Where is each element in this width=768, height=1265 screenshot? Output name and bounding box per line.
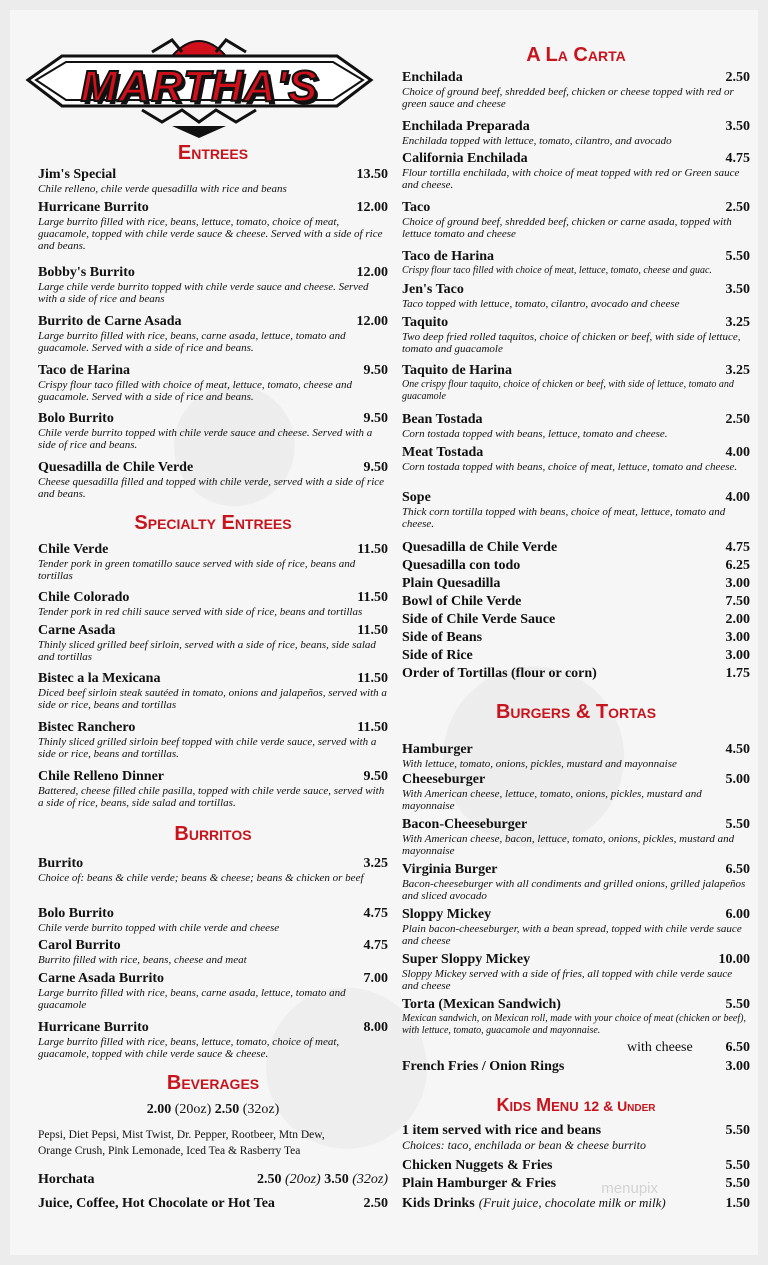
item-price: 3.50 [725,282,750,297]
fries-item [402,1059,750,1075]
item-desc: Thick corn tortilla topped with beans, choice of meat, lettuce, tomato and cheese. [402,506,726,530]
item-name: Sloppy Mickey [402,907,492,922]
soda-list: Pepsi, Diet Pepsi, Mist Twist, Dr. Pepper, Rootbeer, Mtn Dew, Orange Crush, Pink Lemonade, Iced Tea & Rasberry Tea [38,1129,325,1157]
specialty-item [38,720,388,760]
burger-item [402,772,750,812]
soda-small-size: (20oz) [174,1102,212,1117]
item-price: 6.50 [725,862,750,877]
item-desc: Thinly sliced grilled sirloin beef topped with chile verde sauce, served with a side or rice, beans and tortillas. [38,736,377,760]
item-desc: Thinly sliced grilled beef sirloin, served with a side of rice, beans, side salad and tortillas [38,639,376,663]
kids-item [402,1176,750,1192]
item-name: Meat Tostada [402,445,484,460]
item-price: 2.50 [725,412,750,427]
item-price: 5.50 [725,249,750,264]
alacarta-item [402,200,750,240]
item-desc: Chile verde burrito topped with chile verde sauce and cheese. Served with a side of rice and beans. [38,427,373,451]
item-desc: Choices: taco, enchilada or bean & cheese burrito [402,1138,646,1152]
item-name: Kids Drinks [402,1196,475,1211]
alacarta-item [402,119,750,147]
item-price: 11.50 [357,623,388,638]
item-price: 9.50 [363,769,388,784]
item-price: 4.75 [725,540,750,555]
item-name: Side of Beans [402,630,483,645]
item-price: 7.00 [363,971,388,986]
item-name: California Enchilada [402,151,528,166]
specialty-item [38,542,388,582]
item-name: Horchata [38,1172,95,1187]
entrees-heading: Entrees [177,142,249,164]
item-name: Plain Hamburger & Fries [402,1176,557,1191]
item-desc: Diced beef sirloin steak sautéed in tomato, onions and jalapeños, served with a side or rice, beans and tortillas [38,687,387,711]
item-name: Chile Verde [38,542,109,557]
item-desc: With American cheese, bacon, lettuce, tomato, onions, pickles, mustard and mayonnaise [402,833,735,857]
item-name: Juice, Coffee, Hot Chocolate or Hot Tea [38,1196,275,1211]
horchata-small-size: (20oz) [284,1172,321,1187]
item-desc: Enchilada topped with lettuce, tomato, cilantro, and avocado [402,135,672,147]
item-desc: Flour tortilla enchilada, with choice of meat topped with red or Green sauce and cheese. [402,167,740,191]
item-desc: Tender pork in red chili sauce served with side of rice, beans and tortillas [38,606,363,618]
item-name: Taquito [402,315,449,330]
burrito-item [38,938,388,966]
item-name: Chicken Nuggets & Fries [402,1158,553,1173]
item-name: Plain Quesadilla [402,576,501,591]
item-name: 1 item served with rice and beans [402,1123,602,1138]
beverages-heading: Beverages [166,1072,260,1094]
item-name: Jen's Taco [402,282,464,297]
alacarta-item [402,151,750,191]
item-name: Quesadilla de Chile Verde [402,540,558,555]
burrito-item [38,906,388,934]
item-name: Cheeseburger [402,772,486,787]
item-price: 4.75 [363,938,388,953]
kids-subtitle: 12 & Under [583,1098,656,1114]
specialty-item [38,590,388,618]
item-name: Taquito de Harina [402,363,512,378]
alacarta-simple-list [402,540,750,684]
item-price: 9.50 [363,460,388,475]
item-desc: Corn tostada topped with beans, choice of meat, lettuce, tomato and cheese. [402,461,738,473]
specialty-item [38,671,388,711]
item-name: Burrito [38,856,84,871]
with-cheese-option [627,1040,750,1056]
item-price: 12.00 [356,200,388,215]
item-name: French Fries / Onion Rings [402,1059,565,1074]
soda-prices [38,1102,388,1118]
item-desc: Tender pork in green tomatillo sauce served with side of rice, beans and tortillas [38,558,356,582]
item-price: 5.50 [725,997,750,1012]
item-desc: Plain bacon-cheeseburger, with a bean spread, topped with chile verde sauce and cheese [402,923,742,947]
item-desc: Burrito filled with rice, beans, cheese and meat [38,954,247,966]
entree-item [38,411,388,451]
hot-drinks-item [38,1196,388,1212]
item-price: 6.25 [725,558,750,573]
marthas-logo [22,22,377,140]
horchata-large-price: 3.50 [324,1172,349,1187]
item-name: Chile Colorado [38,590,130,605]
burger-item [402,742,750,770]
item-price: 3.00 [725,648,750,663]
item-name: Bobby's Burrito [38,265,135,280]
item-price: 5.50 [725,817,750,832]
burrito-item [38,856,388,884]
alacarta-item [402,363,750,403]
item-name: Quesadilla con todo [402,558,521,573]
item-price: 5.50 [725,1176,750,1191]
item-name: Bistec a la Mexicana [38,671,161,686]
item-desc: Chile verde burrito topped with chile verde and cheese [38,922,280,934]
item-price: 13.50 [356,167,388,182]
horchata-large-size: (32oz) [352,1172,388,1187]
item-name: Torta (Mexican Sandwich) [402,997,561,1012]
entree-item [38,363,388,403]
alacarta-item [402,445,750,473]
specialty-item [38,769,388,809]
item-desc: Large burrito filled with rice, beans, carne asada, lettuce, tomato and guacamole. Served with a side of rice and beans. [38,330,346,354]
item-name: Chile Relleno Dinner [38,769,164,784]
item-name: Sope [402,490,431,505]
burrito-item [38,1020,388,1060]
item-desc: With American cheese, lettuce, tomato, onions, pickles, mustard and mayonnaise [402,788,702,812]
entree-item [38,265,388,305]
item-desc: One crispy flour taquito, choice of chicken or beef, with side of lettuce, tomato and guacamole [402,379,734,402]
item-name: Bolo Burrito [38,906,114,921]
item-name: Enchilada [402,70,463,85]
item-price: 1.50 [725,1196,750,1211]
entree-item [38,314,388,354]
item-price: 6.00 [725,907,750,922]
alacarta-heading: A La Carta [526,44,626,66]
brand-name: MARTHA'S [80,62,319,111]
item-name: Quesadilla de Chile Verde [38,460,194,475]
kids-item [402,1123,750,1151]
burger-item [402,907,750,947]
item-name: Carol Burrito [38,938,121,953]
item-price: 2.50 [363,1196,388,1211]
burger-item [402,817,750,857]
item-name: Bolo Burrito [38,411,114,426]
item-name: Order of Tortillas (flour or corn) [402,666,597,681]
item-price: 9.50 [363,411,388,426]
item-price: 5.50 [725,1123,750,1138]
item-price: 2.50 [725,70,750,85]
with-cheese-label: with cheese [627,1040,693,1055]
item-price: 12.00 [356,265,388,280]
item-desc: Choice of ground beef, shredded beef, chicken or cheese topped with red or green sauce and cheese [402,86,734,110]
item-price: 11.50 [357,671,388,686]
kids-drinks-item [402,1194,750,1212]
item-price: 4.75 [363,906,388,921]
item-price: 1.75 [725,666,750,681]
soda-large-size: (32oz) [242,1102,280,1117]
item-name: Super Sloppy Mickey [402,952,531,967]
alacarta-item [402,282,750,310]
item-price: 11.50 [357,720,388,735]
item-desc: With lettuce, tomato, onions, pickles, mustard and mayonnaise [402,758,677,770]
burger-item [402,997,750,1037]
menu-sheet [10,10,758,1255]
alacarta-item [402,70,750,110]
item-price: 12.00 [356,314,388,329]
item-price: 3.00 [725,576,750,591]
burrito-item [38,971,388,1011]
item-name: Virginia Burger [402,862,498,877]
item-price: 11.50 [357,542,388,557]
item-price: 2.50 [725,200,750,215]
item-desc: Sloppy Mickey served with a side of fries, all topped with chile verde sauce and cheese [402,968,733,992]
item-price: 11.50 [357,590,388,605]
item-price: 7.50 [725,594,750,609]
entree-item [38,460,388,500]
burger-item [402,862,750,902]
soda-large-price: 2.50 [214,1102,240,1117]
item-desc: Taco topped with lettuce, tomato, cilantro, avocado and cheese [402,298,680,310]
burger-item [402,952,750,992]
item-price: 3.25 [725,315,750,330]
item-price: 5.00 [725,772,750,787]
item-name: Bacon-Cheeseburger [402,817,528,832]
item-desc: Crispy flour taco filled with choice of meat, lettuce, tomato, cheese and guacamole. Served with a side of rice and beans. [38,379,353,403]
horchata-small-price: 2.50 [256,1172,282,1187]
item-name: Burrito de Carne Asada [38,314,182,329]
item-name: Bistec Ranchero [38,720,136,735]
item-desc: Large burrito filled with rice, beans, lettuce, tomato, choice of meat, guacamole, topped with chile verde sauce & cheese. Served with a side of rice and beans. [38,216,383,252]
item-desc: Battered, cheese filled chile pasilla, topped with chile verde sauce, served with a side of rice, beans, side salad and tortillas. [38,785,385,809]
item-price: 3.25 [363,856,388,871]
with-cheese-price: 6.50 [725,1040,750,1055]
alacarta-item [402,315,750,355]
item-price: 3.50 [725,119,750,134]
item-desc: Crispy flour taco filled with choice of meat, lettuce, tomato, cheese and guac. [402,265,712,276]
item-desc: Two deep fried rolled taquitos, choice of chicken or beef, with side of lettuce, tomato and guacamole [402,331,741,355]
item-name: Hurricane Burrito [38,1020,149,1035]
item-desc: Bacon-cheeseburger with all condiments and grilled onions, grilled jalapeños and sliced avocado [402,878,746,902]
item-price: 4.75 [725,151,750,166]
item-desc: Large burrito filled with rice, beans, lettuce, tomato, choice of meat, guacamole, topped with chile verde sauce & cheese. [38,1036,340,1060]
soda-small-price: 2.00 [146,1102,172,1117]
item-name: Taco de Harina [402,249,495,264]
item-name: Hamburger [402,742,473,757]
item-name: Enchilada Preparada [402,119,530,134]
burritos-heading: Burritos [174,823,252,845]
burgers-heading: Burgers & Tortas [495,701,657,723]
alacarta-item [402,490,750,530]
kids-title: Kids Menu [496,1095,579,1115]
item-price: 5.50 [725,1158,750,1173]
item-desc: Mexican sandwich, on Mexican roll, made with your choice of meat (chicken or beef), with lettuce, tomato, guacamole and mayonnaise. [402,1013,746,1036]
item-price: 10.00 [718,952,750,967]
item-price: 3.00 [725,1059,750,1074]
item-price: 4.50 [725,742,750,757]
alacarta-item [402,412,750,440]
entree-item [38,167,388,195]
alacarta-item [402,249,750,277]
item-name: Carne Asada Burrito [38,971,164,986]
item-name: Side of Chile Verde Sauce [402,612,556,627]
entree-item [38,200,388,252]
item-price: 3.00 [725,630,750,645]
item-name: Bowl of Chile Verde [402,594,522,609]
item-desc: Choice of ground beef, shredded beef, chicken or carne asada, topped with lettuce tomato and cheese [402,216,732,240]
item-desc: Large chile verde burrito topped with chile verde sauce and cheese. Served with a side of rice and beans [38,281,369,305]
item-name: Side of Rice [402,648,473,663]
kids-item [402,1158,750,1174]
item-name: Taco [402,200,431,215]
item-price: 4.00 [725,490,750,505]
item-desc: Chile relleno, chile verde quesadilla with rice and beans [38,183,287,195]
item-price: 3.25 [725,363,750,378]
item-desc: Large burrito filled with rice, beans, carne asada, lettuce, tomato and guacamole [38,987,346,1011]
item-name: Taco de Harina [38,363,131,378]
item-price: 8.00 [363,1020,388,1035]
horchata-item [38,1172,388,1188]
specialty-heading: Specialty Entrees [134,512,292,534]
item-name: Hurricane Burrito [38,200,149,215]
item-name: Carne Asada [38,623,116,638]
item-desc: Choice of: beans & chile verde; beans & cheese; beans & chicken or beef [38,872,364,884]
item-price: 9.50 [363,363,388,378]
kids-heading [402,1095,750,1116]
item-price: 4.00 [725,445,750,460]
item-note: (Fruit juice, chocolate milk or milk) [478,1195,666,1210]
watermark: menupix [601,1180,658,1197]
item-name: Jim's Special [38,167,117,182]
item-name: Bean Tostada [402,412,483,427]
item-desc: Corn tostada topped with beans, lettuce, tomato and cheese. [402,428,668,440]
item-price: 2.00 [725,612,750,627]
item-desc: Cheese quesadilla filled and topped with chile verde, served with a side of rice and beans. [38,476,385,500]
specialty-item [38,623,388,663]
